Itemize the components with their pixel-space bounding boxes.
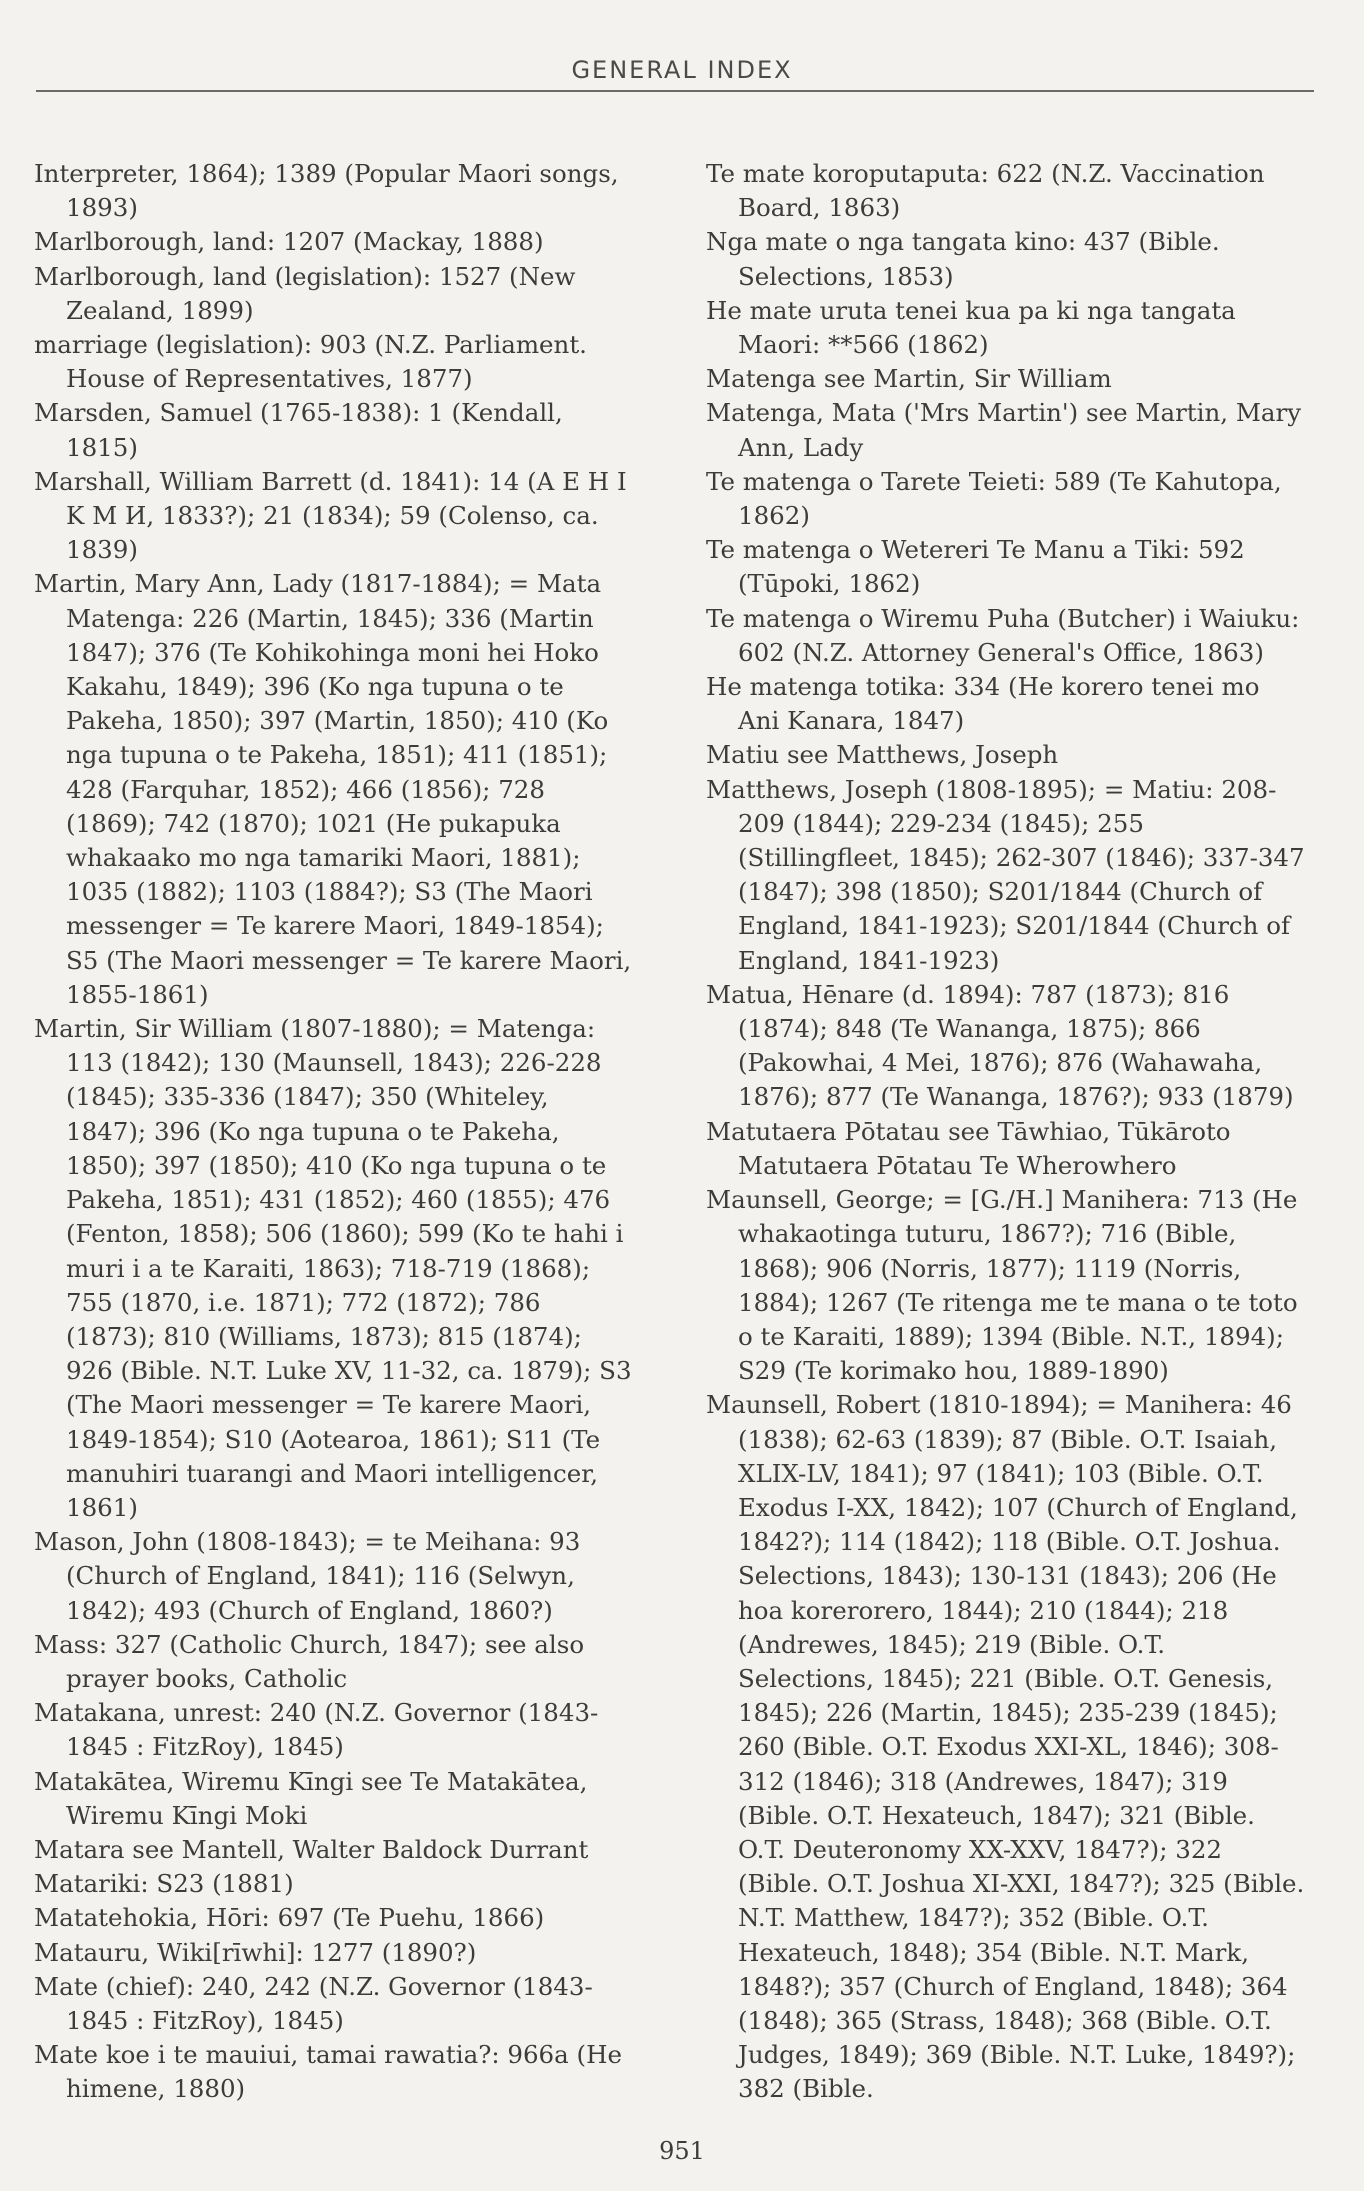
index-entry: Maunsell, George; = [G./H.] Manihera: 713 (He whakaotinga tuturu, 1867?); 716 (Bible, 1868); 906 (Norris, 1877); 1119 (Norris, 1884); 1267 (Te ritenga me te mana o te toto o te Karaiti, 1889); 1394 (Bible. N.T., 1894); S29 (Te korimako hou, 1889-1890) bbox=[706, 1185, 1298, 1386]
index-entry: Matakana, unrest: 240 (N.Z. Governor (1843-1845 : FitzRoy), 1845) bbox=[34, 1698, 599, 1762]
index-entry: Matthews, Joseph (1808-1895); = Matiu: 208-209 (1844); 229-234 (1845); 255 (Stillingfleet, 1845); 262-307 (1846); 337-347 (1847); 398 (1850); S201/1844 (Church of England, 1841-1923); S201/1844 (Church of England, 1841-1923) bbox=[706, 774, 1305, 975]
running-head: GENERAL INDEX bbox=[571, 56, 793, 84]
index-entry: Te matenga o Tarete Teieti: 589 (Te Kahutopa, 1862) bbox=[706, 466, 1282, 531]
index-entry: Matutaera Pōtatau see Tāwhiao, Tūkāroto Matutaera Pōtatau Te Wherowhero bbox=[706, 1116, 1231, 1180]
right-column bbox=[706, 157, 1306, 2107]
left-column bbox=[34, 157, 634, 2107]
index-entry: Interpreter, 1864); 1389 (Popular Maori songs, 1893) bbox=[34, 159, 619, 223]
index-entry: Te matenga o Wetereri Te Manu a Tiki: 592 (Tūpoki, 1862) bbox=[706, 535, 1245, 599]
index-entry: Marlborough, land (legislation): 1527 (New Zealand, 1899) bbox=[34, 261, 576, 325]
index-entry: Matakātea, Wiremu Kīngi see Te Matakātea, Wiremu Kīngi Moki bbox=[34, 1766, 588, 1830]
header-rule bbox=[36, 90, 1314, 92]
index-entry: Marlborough, land: 1207 (Mackay, 1888) bbox=[34, 227, 544, 257]
index-entry: Te mate koroputaputa: 622 (N.Z. Vaccination Board, 1863) bbox=[706, 159, 1265, 223]
index-entry: marriage (legislation): 903 (N.Z. Parliament. House of Representatives, 1877) bbox=[34, 330, 587, 394]
page-number: 951 bbox=[659, 2137, 705, 2165]
index-entry: Matenga, Mata ('Mrs Martin') see Martin, Mary Ann, Lady bbox=[706, 398, 1302, 462]
index-entry: Matara see Mantell, Walter Baldock Durrant bbox=[34, 1834, 589, 1864]
index-entry: Mate (chief): 240, 242 (N.Z. Governor (1843-1845 : FitzRoy), 1845) bbox=[34, 1971, 593, 2035]
index-entry: Matenga see Martin, Sir William bbox=[706, 364, 1112, 394]
index-entry: Mason, John (1808-1843); = te Meihana: 93 (Church of England, 1841); 116 (Selwyn, 1842); 493 (Church of England, 1860?) bbox=[34, 1527, 581, 1625]
index-entry: Te matenga o Wiremu Puha (Butcher) i Waiuku: 602 (N.Z. Attorney General's Office, 1863) bbox=[706, 603, 1300, 667]
index-entry: He mate uruta tenei kua pa ki nga tangata Maori: **566 (1862) bbox=[706, 295, 1236, 360]
index-entry: Marshall, William Barrett (d. 1841): 14 (A E H I K M И, 1833?); 21 (1834); 59 (Colenso, ca. 1839) bbox=[34, 466, 627, 565]
index-entry: Matariki: S23 (1881) bbox=[34, 1869, 294, 1899]
index-entry: Marsden, Samuel (1765-1838): 1 (Kendall, 1815) bbox=[34, 398, 563, 462]
index-entry: Nga mate o nga tangata kino: 437 (Bible. Selections, 1853) bbox=[706, 227, 1220, 291]
index-entry: Mate koe i te mauiui, tamai rawatia?: 966a (He himene, 1880) bbox=[34, 2040, 622, 2104]
index-entry: Martin, Mary Ann, Lady (1817-1884); = Mata Matenga: 226 (Martin, 1845); 336 (Martin 1847); 376 (Te Kohikohinga moni hei Hoko Kakahu, 1849); 396 (Ko nga tupuna o te Pakeha, 1850); 397 (Martin, 1850); 410 (Ko nga tupuna o te Pakeha, 1851); 411 (1851); 428 (Farquhar, 1852); 466 (1856); 728 (1869); 742 (1870); 1021 (He pukapuka whakaako mo nga tamariki Maori, 1881); 1035 (1882); 1103 (1884?); S3 (The Maori messenger = Te karere Maori, 1849-1854); S5 (The Maori messenger = Te karere Maori, 1855-1861) bbox=[34, 569, 632, 1009]
index-entry: He matenga totika: 334 (He korero tenei mo Ani Kanara, 1847) bbox=[706, 672, 1260, 736]
index-entry: Matiu see Matthews, Joseph bbox=[706, 740, 1059, 770]
index-entry: Martin, Sir William (1807-1880); = Matenga: 113 (1842); 130 (Maunsell, 1843); 226-228 (1845); 335-336 (1847); 350 (Whiteley, 1847); 396 (Ko nga tupuna o te Pakeha, 1850); 397 (1850); 410 (Ko nga tupuna o te Pakeha, 1851); 431 (1852); 460 (1855); 476 (Fenton, 1858); 506 (1860); 599 (Ko te hahi i muri i a te Karaiti, 1863); 718-719 (1868); 755 (1870, i.e. 1871); 772 (1872); 786 (1873); 810 (Williams, 1873); 815 (1874); 926 (Bible. N.T. Luke XV, 11-32, ca. 1879); S3 (The Maori messenger = Te karere Maori, 1849-1854); S10 (Aotearoa, 1861); S11 (Te manuhiri tuarangi and Maori intelligencer, 1861) bbox=[34, 1014, 632, 1522]
index-entry: Matauru, Wiki[rīwhi]: 1277 (1890?) bbox=[34, 1937, 477, 1967]
index-entry: Maunsell, Robert (1810-1894); = Manihera: 46 (1838); 62-63 (1839); 87 (Bible. O.T. Isaiah, XLIX-LV, 1841); 97 (1841); 103 (Bible. O.T. Exodus I-XX, 1842); 107 (Church of England, 1842?); 114 (1842); 118 (Bible. O.T. Joshua. Selections, 1843); 130-131 (1843); 206 (He hoa korerorero, 1844); 210 (1844); 218 (Andrewes, 1845); 219 (Bible. O.T. Selections, 1845); 221 (Bible. O.T. Genesis, 1845); 226 (Martin, 1845); 235-239 (1845); 260 (Bible. O.T. Exodus XXI-XL, 1846); 308-312 (1846); 318 (Andrewes, 1847); 319 (Bible. O.T. Hexateuch, 1847); 321 (Bible. O.T. Deuteronomy XX-XXV, 1847?); 322 (Bible. O.T. Joshua XI-XXI, 1847?); 325 (Bible. N.T. Matthew, 1847?); 352 (Bible. O.T. Hexateuch, 1848); 354 (Bible. N.T. Mark, 1848?); 357 (Church of England, 1848); 364 (1848); 365 (Strass, 1848); 368 (Bible. O.T. Judges, 1849); 369 (Bible. N.T. Luke, 1849?); 382 (Bible. bbox=[706, 1390, 1305, 2104]
index-entry: Matua, Hēnare (d. 1894): 787 (1873); 816 (1874); 848 (Te Wananga, 1875); 866 (Pakowhai, 4 Mei, 1876); 876 (Wahawaha, 1876); 877 (Te Wananga, 1876?); 933 (1879) bbox=[706, 979, 1294, 1112]
index-entry: Matatehokia, Hōri: 697 (Te Puehu, 1866) bbox=[34, 1903, 545, 1933]
index-entry: Mass: 327 (Catholic Church, 1847); see also prayer books, Catholic bbox=[34, 1629, 585, 1693]
